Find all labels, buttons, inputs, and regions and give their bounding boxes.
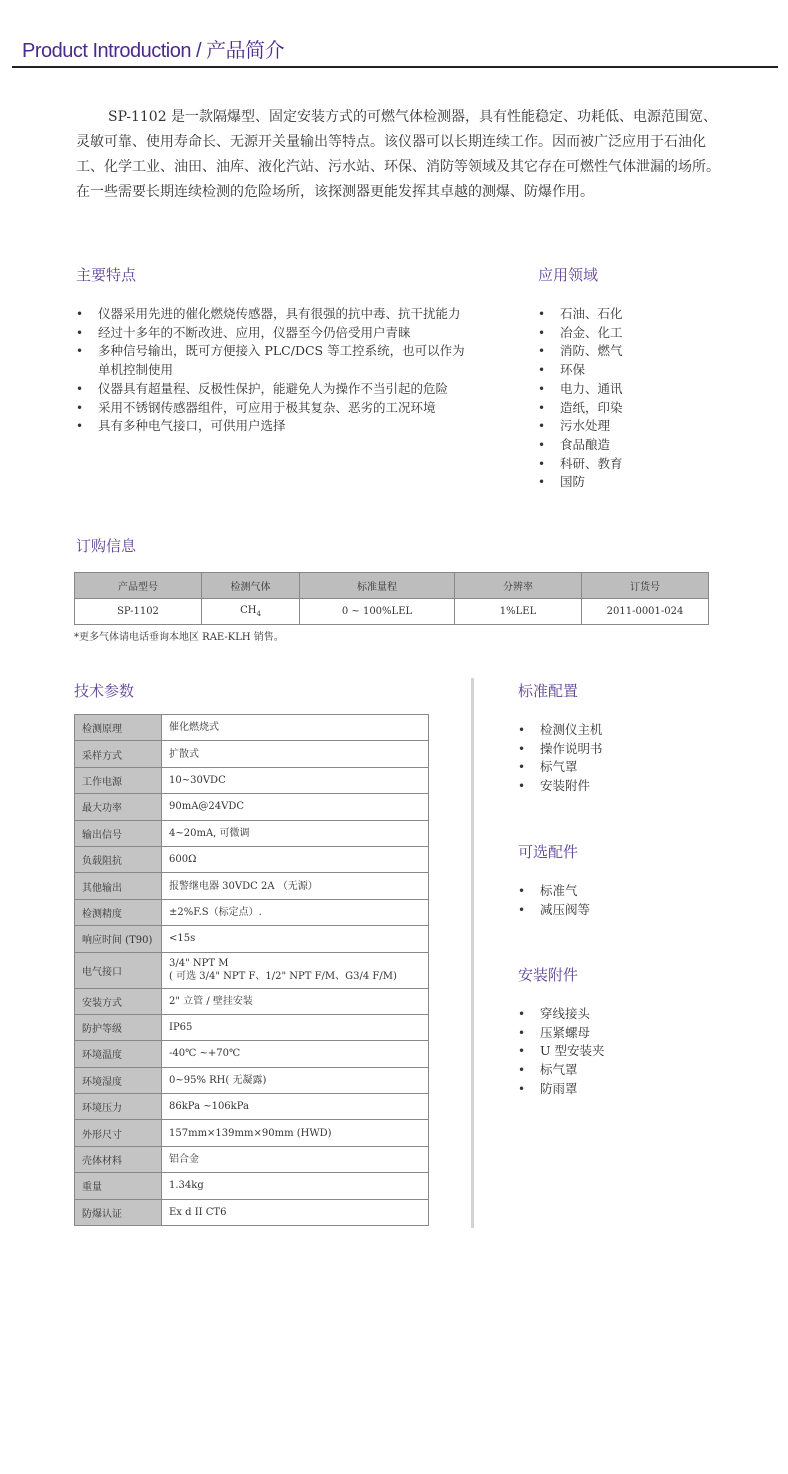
spec-value: 3/4" NPT M ( 可选 3/4" NPT F、1/2" NPT F/M、G3/4 F/M) [162,952,429,988]
list-item: • 环保 [538,361,738,380]
list-item: • 经过十多年的不断改进、应用，仪器至今仍倍受用户青睐 [76,324,471,343]
table-cell: 2011-0001-024 [582,599,709,625]
spec-key: 其他输出 [75,873,162,899]
spec-value: 157mm×139mm×90mm (HWD) [162,1120,429,1146]
spec-value: 铝合金 [162,1146,429,1172]
table-row [75,1146,429,1172]
table-cell [202,599,300,625]
spec-value: 2" 立管 / 壁挂安装 [162,988,429,1014]
spec-key: 输出信号 [75,820,162,846]
spec-value: -40℃ ~+70℃ [162,1041,429,1067]
spec-key: 检测精度 [75,899,162,925]
table-header-cell: 产品型号 [75,573,202,599]
spec-key: 安装方式 [75,988,162,1014]
table-header-cell: 检测气体 [202,573,300,599]
spec-value: 10~30VDC [162,767,429,793]
spec-key: 壳体材料 [75,1146,162,1172]
gas-formula: CH [240,605,257,616]
list-item: • 减压阀等 [518,901,738,920]
table-header-cell: 标准量程 [300,573,455,599]
features-title: 主要特点 [76,266,137,284]
table-row [75,1041,429,1067]
spec-value: 0~95% RH( 无凝露) [162,1067,429,1093]
list-item: • 标气罩 [518,758,738,777]
list-item: • 多种信号输出，既可方便接入 PLC/DCS 等工控系统，也可以作为单机控制使用 [76,342,471,379]
spec-value: 600Ω [162,846,429,872]
list-item: • 食品酿造 [538,436,738,455]
list-item: • 采用不锈钢传感器组件，可应用于极其复杂、恶劣的工况环境 [76,399,471,418]
intro-paragraph: SP-1102 是一款隔爆型、固定安装方式的可燃气体检测器，具有性能稳定、功耗低、电源范围宽、灵敏可靠、使用寿命长、无源开关量输出等特点。该仪器可以长期连续工作。因而被广泛应用于石油化工、化学工业、油田、油库、液化汽站、污水站、环保、消防等领域及其它存在可燃性气体泄漏的场所。在一些需要长期连续检测的危险场所，该探测器更能发挥其卓越的测爆、防爆作用。 [76,109,720,200]
spec-value: 催化燃烧式 [162,715,429,741]
table-row [75,1120,429,1146]
spec-key: 环境压力 [75,1094,162,1120]
spec-value: 1.34kg [162,1173,429,1199]
spec-value: 扩散式 [162,741,429,767]
list-item: • 防雨罩 [518,1080,738,1099]
ordering-note: *更多气体请电话垂询本地区 RAE-KLH 销售。 [74,632,284,643]
table-row [75,926,429,952]
table-header-row [75,573,709,599]
table-header-cell: 分辨率 [455,573,582,599]
list-item: • 标准气 [518,882,738,901]
list-item: • 仪器采用先进的催化燃烧传感器，具有很强的抗中毒、抗干扰能力 [76,305,471,324]
table-row [75,794,429,820]
header-divider [12,66,778,68]
ordering-table [74,572,709,625]
spec-value: ±2%F.S（标定点）. [162,899,429,925]
features-list [76,305,471,436]
optional-accessories-list [518,882,738,919]
table-row [75,1199,429,1225]
table-cell: SP-1102 [75,599,202,625]
list-item: • 检测仪主机 [518,721,738,740]
standard-config-list [518,721,738,796]
table-row [75,820,429,846]
install-accessories-list [518,1005,738,1099]
spec-key: 重量 [75,1173,162,1199]
table-header-cell: 订货号 [582,573,709,599]
spec-key: 外形尺寸 [75,1120,162,1146]
spec-key: 环境温度 [75,1041,162,1067]
spec-value: 4~20mA, 可微调 [162,820,429,846]
spec-key: 电气接口 [75,952,162,988]
spec-key: 负载阻抗 [75,846,162,872]
table-row [75,599,709,625]
list-item: • 安装附件 [518,777,738,796]
spec-key: 工作电源 [75,767,162,793]
list-item: • 消防、燃气 [538,342,738,361]
table-row [75,1014,429,1040]
table-row [75,846,429,872]
table-row [75,952,429,988]
ordering-title: 订购信息 [76,537,137,555]
list-item: • 具有多种电气接口，可供用户选择 [76,417,471,436]
spec-key: 采样方式 [75,741,162,767]
optional-accessories-title: 可选配件 [518,843,579,861]
gas-formula-subscript: 4 [256,610,261,618]
table-row [75,988,429,1014]
list-item: • 穿线接头 [518,1005,738,1024]
list-item: • 国防 [538,473,738,492]
spec-value: 86kPa ~106kPa [162,1094,429,1120]
table-row [75,767,429,793]
standard-config-title: 标准配置 [518,682,579,700]
table-row [75,899,429,925]
specs-table [74,714,429,1226]
list-item: • U 型安装夹 [518,1042,738,1061]
list-item: • 石油、石化 [538,305,738,324]
spec-value: IP65 [162,1014,429,1040]
spec-key: 最大功率 [75,794,162,820]
table-row [75,1094,429,1120]
spec-key: 防爆认证 [75,1199,162,1225]
list-item: • 压紧螺母 [518,1024,738,1043]
spec-value: 90mA@24VDC [162,794,429,820]
list-item: • 电力、通讯 [538,380,738,399]
spec-key: 防护等级 [75,1014,162,1040]
table-row [75,715,429,741]
list-item: • 冶金、化工 [538,324,738,343]
table-cell: 1%LEL [455,599,582,625]
spec-key: 响应时间 (T90) [75,926,162,952]
list-item: • 科研、教育 [538,455,738,474]
table-row [75,873,429,899]
table-cell: 0 ~ 100%LEL [300,599,455,625]
spec-value: <15s [162,926,429,952]
spec-value: Ex d II CT6 [162,1199,429,1225]
applications-title: 应用领域 [538,266,599,284]
applications-list [538,305,738,492]
column-divider [471,678,474,1228]
spec-key: 检测原理 [75,715,162,741]
list-item: • 操作说明书 [518,740,738,759]
table-row [75,1173,429,1199]
page-title: Product Introduction / 产品简介 [22,40,285,62]
list-item: • 仪器具有超量程、反极性保护，能避免人为操作不当引起的危险 [76,380,471,399]
spec-key: 环境湿度 [75,1067,162,1093]
table-row [75,1067,429,1093]
spec-value: 报警继电器 30VDC 2A （无源） [162,873,429,899]
list-item: • 造纸，印染 [538,399,738,418]
table-row [75,741,429,767]
specs-title: 技术参数 [74,682,135,700]
list-item: • 标气罩 [518,1061,738,1080]
list-item: • 污水处理 [538,417,738,436]
install-accessories-title: 安装附件 [518,966,579,984]
